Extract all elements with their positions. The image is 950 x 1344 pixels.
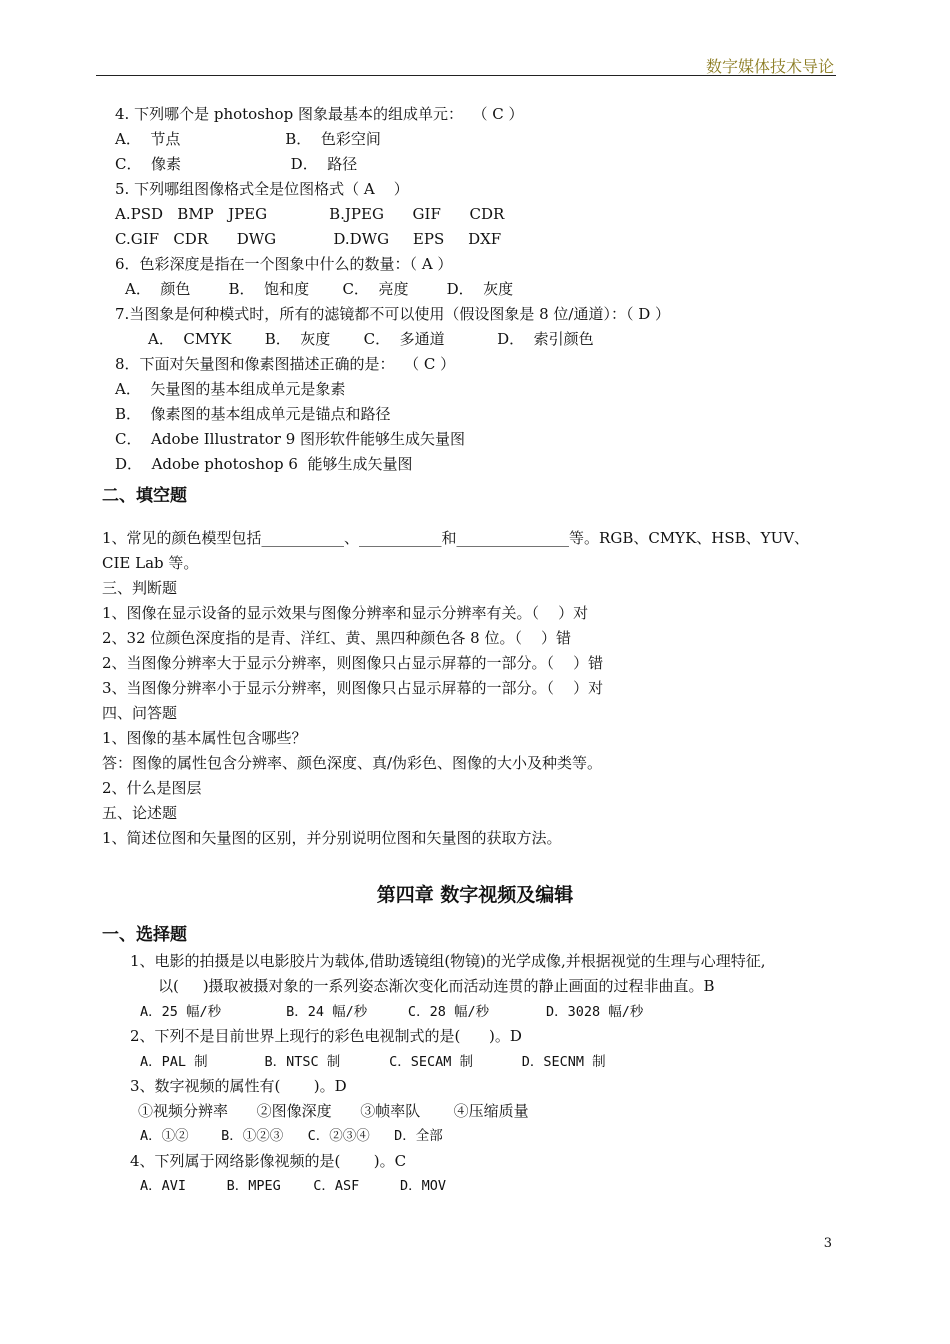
question-line: 7.当图象是何种模式时，所有的滤镜都不可以使用（假设图象是 8 位/通道）：（ D ）	[115, 305, 671, 323]
ch4-line: A．①② B．①②③ C．②③④ D．全部	[140, 1128, 443, 1144]
fill-question-line: 1、常见的颜色模型包括___________、___________和_______________等。RGB、CMYK、HSB、YUV、	[102, 529, 810, 547]
option-line: A． 矢量图的基本组成单元是象素	[115, 380, 346, 398]
question-line: 5. 下列哪组图像格式全是位图格式（ A ）	[115, 180, 409, 198]
ch4-line: 1、电影的拍摄是以电影胶片为载体,借助透镜组(物镜)的光学成像,并根据视觉的生理与心理特征,	[130, 952, 766, 970]
judge-item: 2、32 位颜色深度指的是青、洋红、黄、黑四种颜色各 8 位。（ ）错	[102, 629, 572, 647]
judge-item: 2、当图像分辨率大于显示分辨率，则图像只占显示屏幕的一部分。（ ）错	[102, 654, 604, 672]
page-number: 3	[823, 1236, 832, 1251]
judge-item: 3、当图像分辨率小于显示分辨率，则图像只占显示屏幕的一部分。（ ）对	[102, 679, 604, 697]
ch4-line: 4、下列属于网络影像视频的是( )。C	[130, 1152, 407, 1170]
option-line: A． 节点 B． 色彩空间	[115, 130, 381, 148]
option-line: C． 像素 D． 路径	[115, 155, 358, 173]
qa-item: 答：图像的属性包含分辨率、颜色深度、真/伪彩色、图像的大小及种类等。	[102, 754, 603, 772]
ch4-line: ①视频分辨率 ②图像深度 ③帧率队 ④压缩质量	[138, 1102, 529, 1120]
ch4-line: 2、下列不是目前世界上现行的彩色电视制式的是( )。D	[130, 1027, 522, 1045]
section-heading-qa: 四、问答题	[102, 704, 178, 722]
option-line: C． Adobe Illustrator 9 图形软件能够生成矢量图	[115, 430, 466, 448]
essay-item: 1、简述位图和矢量图的区别，并分别说明位图和矢量图的获取方法。	[102, 829, 562, 847]
ch4-line: A．AVI B．MPEG C．ASF D．MOV	[140, 1178, 446, 1194]
ch4-line: 以( )摄取被摄对象的一系列姿态渐次变化而活动连贯的静止画面的过程非曲直。B	[158, 977, 715, 995]
question-line: 6．色彩深度是指在一个图象中什么的数量：（ A ）	[115, 255, 453, 273]
question-line: 8．下面对矢量图和像素图描述正确的是： （ C ）	[115, 355, 456, 373]
qa-item: 1、图像的基本属性包含哪些？	[102, 729, 307, 747]
chapter-title: 第四章 数字视频及编辑	[376, 884, 574, 906]
section-heading-essay: 五、论述题	[102, 804, 178, 822]
option-line: A． CMYK B． 灰度 C． 多通道 D． 索引颜色	[148, 330, 594, 348]
judge-item: 1、图像在显示设备的显示效果与图像分辨率和显示分辨率有关。（ ）对	[102, 604, 589, 622]
option-line: D． Adobe photoshop 6 能够生成矢量图	[115, 455, 413, 473]
ch4-line: A．25 幅/秒 B．24 幅/秒 C．28 幅/秒 D．3028 幅/秒	[140, 1004, 644, 1020]
section-heading-choice: 一、选择题	[102, 925, 187, 945]
section-heading-fill: 二、填空题	[102, 486, 187, 506]
page-header-title: 数字媒体技术导论	[705, 57, 834, 76]
option-line: A.PSD BMP JPEG B.JPEG GIF CDR	[115, 205, 505, 223]
option-line: A． 颜色 B． 饱和度 C． 亮度 D． 灰度	[125, 280, 514, 298]
ch4-line: 3、数字视频的属性有( )。D	[130, 1077, 347, 1095]
qa-item: 2、什么是图层	[102, 779, 202, 797]
fill-question-line: CIE Lab 等。	[102, 554, 199, 572]
option-line: C.GIF CDR DWG D.DWG EPS DXF	[115, 230, 502, 248]
header-rule	[96, 75, 836, 76]
section-heading-judge: 三、判断题	[102, 579, 178, 597]
question-line: 4. 下列哪个是 photoshop 图象最基本的组成单元： （ C ）	[115, 105, 524, 123]
option-line: B． 像素图的基本组成单元是锚点和路径	[115, 405, 391, 423]
ch4-line: A．PAL 制 B．NTSC 制 C．SECAM 制 D．SECNM 制	[140, 1054, 606, 1070]
